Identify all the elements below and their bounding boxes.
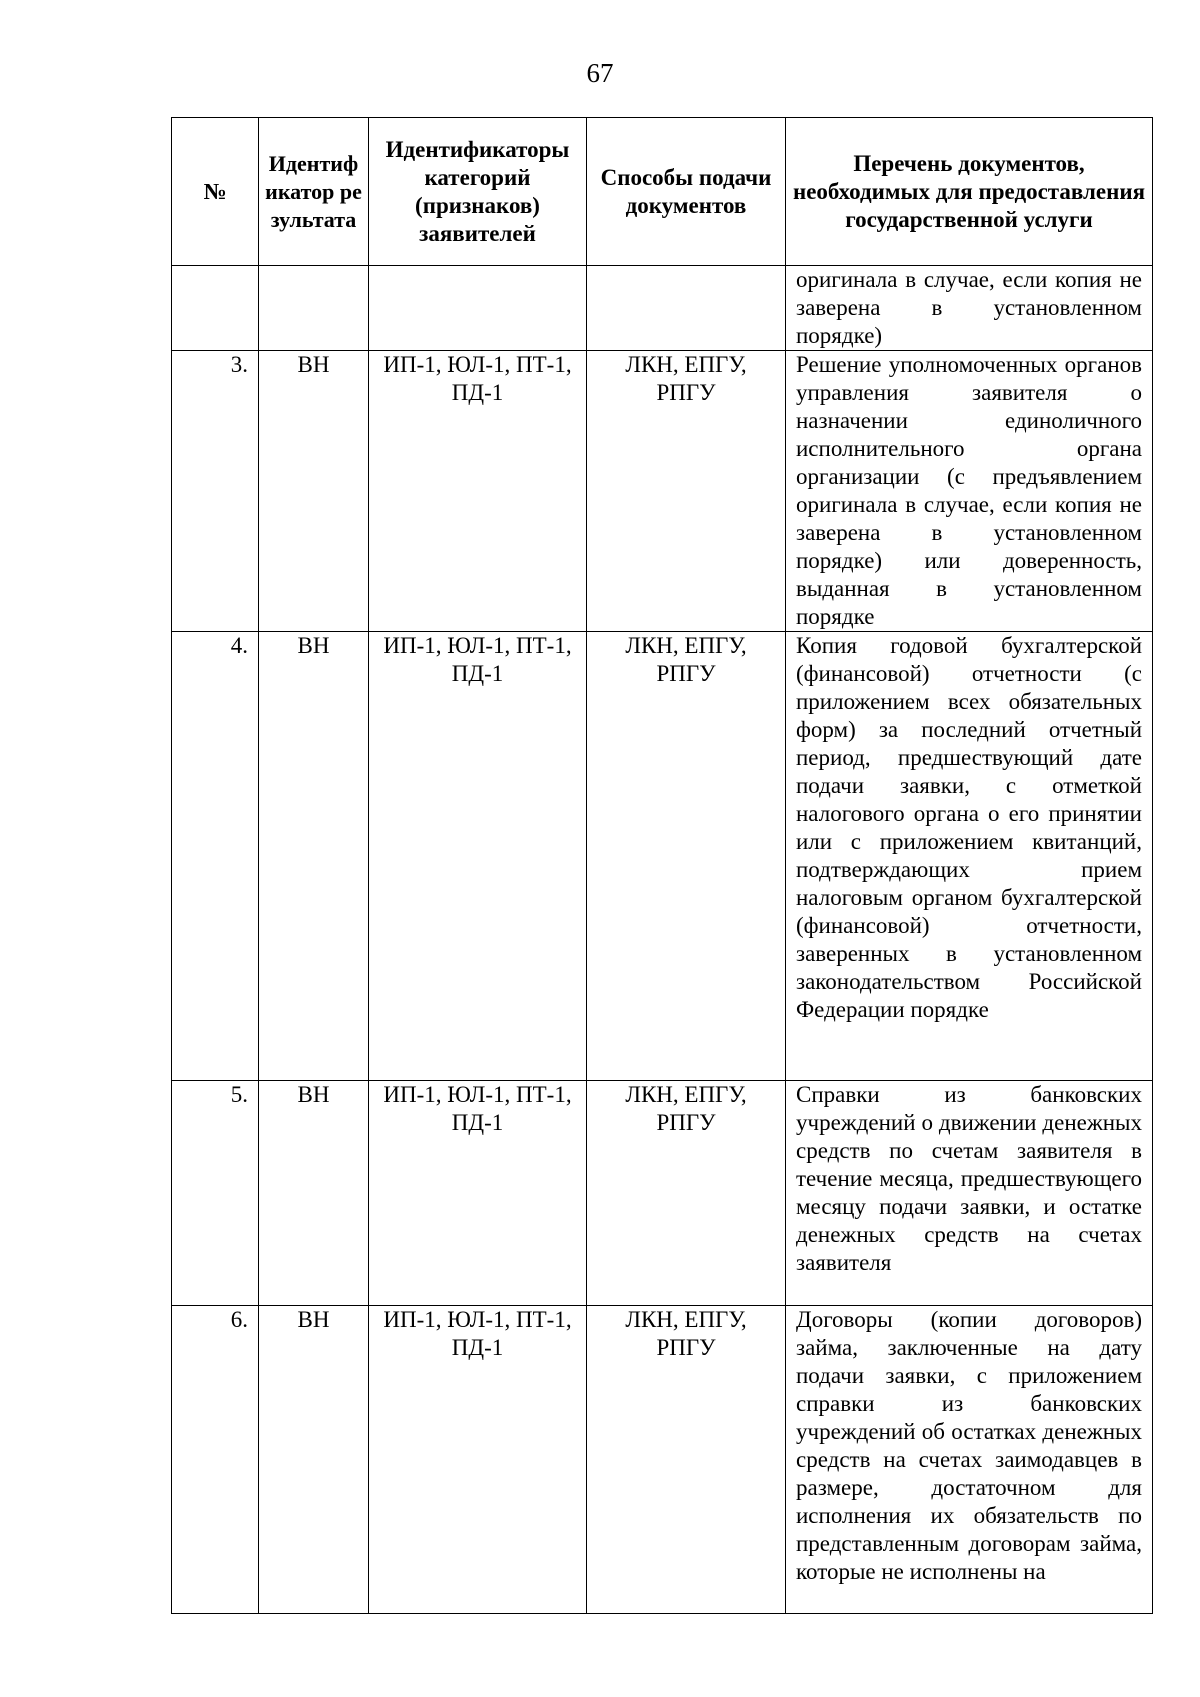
cell-categories: ИП-1, ЮЛ-1, ПТ-1, ПД-1 [369,632,587,1081]
cell-num: 4. [172,632,259,1081]
table-row [172,632,1153,1081]
header-documents: Перечень документов, необходимых для предоставления государственной услуги [786,118,1153,266]
cell-methods: ЛКН, ЕПГУ, РПГУ [587,1081,786,1306]
cell-categories: ИП-1, ЮЛ-1, ПТ-1, ПД-1 [369,1081,587,1306]
cell-methods [587,266,786,351]
cell-result-id: ВН [259,1306,369,1614]
documents-table [171,117,1153,1614]
cell-methods: ЛКН, ЕПГУ, РПГУ [587,1306,786,1614]
table-row [172,266,1153,351]
cell-documents: Справки из банковских учреждений о движении денежных средств по счетам заявителя в течение месяца, предшествующего месяцу подачи заявки, и остатке денежных средств на счетах заявителя [786,1081,1153,1306]
header-methods: Способы подачи документов [587,118,786,266]
cell-num: 5. [172,1081,259,1306]
table-row [172,351,1153,632]
cell-methods: ЛКН, ЕПГУ, РПГУ [587,351,786,632]
cell-categories: ИП-1, ЮЛ-1, ПТ-1, ПД-1 [369,1306,587,1614]
header-result-id: Идентификатор результата [259,118,369,266]
cell-result-id [259,266,369,351]
cell-result-id: ВН [259,632,369,1081]
cell-categories: ИП-1, ЮЛ-1, ПТ-1, ПД-1 [369,351,587,632]
cell-documents: оригинала в случае, если копия не заверена в установленном порядке) [786,266,1153,351]
cell-documents: Решение уполномоченных органов управления заявителя о назначении единоличного исполнительного органа организации (с предъявлением оригинала в случае, если копия не заверена в установленном порядке) или доверенность, выданная в установленном порядке [786,351,1153,632]
table-row [172,1306,1153,1614]
cell-documents: Копия годовой бухгалтерской (финансовой) отчетности (с приложением всех обязательных форм) за последний отчетный период, предшествующий дате подачи заявки, с отметкой налогового органа о его принятии или с приложением квитанций, подтверждающих прием налоговым органом бухгалтерской (финансовой) отчетности, заверенных в установленном законодательством Российской Федерации порядке [786,632,1153,1081]
table-row [172,1081,1153,1306]
cell-categories [369,266,587,351]
cell-result-id: ВН [259,1081,369,1306]
header-num: № [172,118,259,266]
cell-result-id: ВН [259,351,369,632]
cell-num [172,266,259,351]
page-number: 67 [586,58,614,88]
cell-num: 6. [172,1306,259,1614]
cell-num: 3. [172,351,259,632]
cell-methods: ЛКН, ЕПГУ, РПГУ [587,632,786,1081]
table-header-row [172,118,1153,266]
cell-documents: Договоры (копии договоров) займа, заключенные на дату подачи заявки, с приложением справки из банковских учреждений об остатках денежных средств на счетах заимодавцев в размере, достаточном для исполнения их обязательств по представленным договорам займа, которые не исполнены на [786,1306,1153,1614]
header-categories: Идентификаторы категорий (признаков) заявителей [369,118,587,266]
